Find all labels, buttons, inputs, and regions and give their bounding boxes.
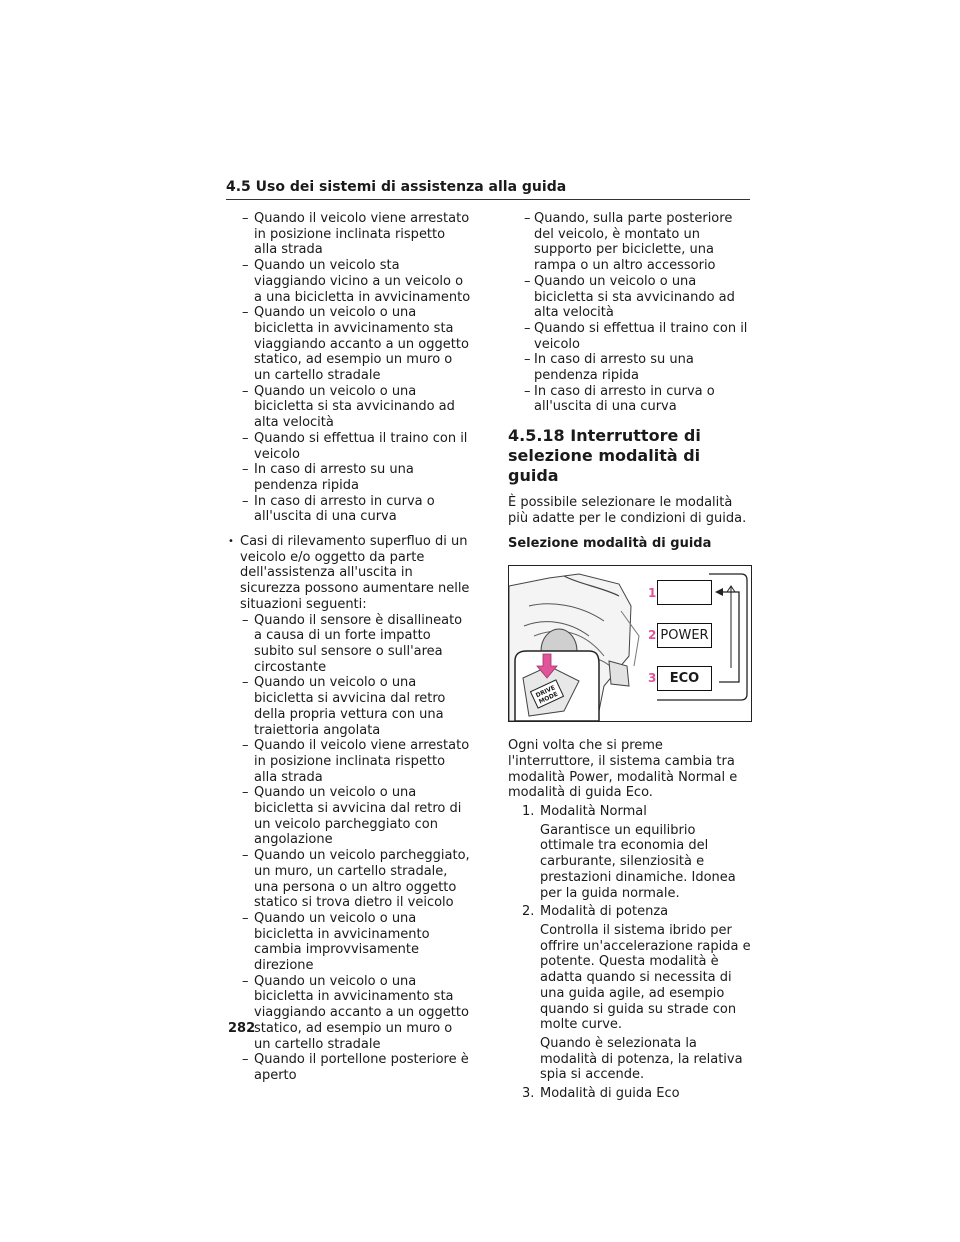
list-item: – In caso di arresto su una pendenza ripida	[228, 462, 472, 493]
page-header	[226, 179, 750, 200]
eco-mode-indicator	[657, 666, 712, 691]
bullet-item: • Casi di rilevamento superfluo di un veicolo e/o oggetto da parte dell'assistenza all'uscita in sicurezza possono aumentare nelle situazioni seguenti:	[228, 534, 472, 613]
mode-description: Controlla il sistema ibrido per offrire un'accelerazione rapida e potente. Questa modalità è adatta quando si necessita di una guida agile, ad esempio quando si guida su strade con molte curve.	[540, 922, 751, 1033]
mode-number: 2.	[522, 904, 535, 920]
page-number: 282	[228, 1021, 256, 1036]
list-item: – Quando si effettua il traino con il veicolo	[508, 321, 752, 352]
list-item: – Quando il veicolo viene arrestato in posizione inclinata rispetto alla strada	[228, 738, 472, 785]
list-item: – In caso di arresto in curva o all'uscita di una curva	[228, 494, 472, 525]
subsection-title: Selezione modalità di guida	[508, 535, 712, 551]
list-item: – In caso di arresto su una pendenza ripida	[508, 352, 752, 383]
list-item: – Quando un veicolo o una bicicletta si avvicina dal retro di un veicolo parcheggiato con angolazione	[228, 785, 472, 848]
left-column	[228, 211, 472, 1084]
list-item: – Quando si effettua il traino con il veicolo	[228, 431, 472, 462]
mode-item-power	[508, 904, 752, 920]
list-item: – Quando il portellone posteriore è aperto	[228, 1052, 472, 1083]
mode-label-3: 3	[648, 671, 657, 686]
cycle-paragraph: Ogni volta che si preme l'interruttore, il sistema cambia tra modalità Power, modalità Normal e modalità di guida Eco.	[508, 738, 738, 801]
mode-title: Modalità Normal	[540, 804, 647, 820]
mode-item-normal	[508, 804, 752, 820]
eco-label: ECO	[669, 670, 700, 686]
drive-mode-figure	[508, 565, 752, 722]
list-item: – Quando un veicolo sta viaggiando vicino a un veicolo o a una bicicletta in avvicinamento	[228, 258, 472, 305]
list-item: – Quando un veicolo o una bicicletta si sta avvicinando ad alta velocità	[228, 384, 472, 431]
mode-number: 3.	[522, 1086, 535, 1102]
normal-mode-indicator	[657, 580, 712, 605]
list-item: – Quando il veicolo viene arrestato in posizione inclinata rispetto alla strada	[228, 211, 472, 258]
power-mode-indicator	[657, 623, 712, 648]
section-title: 4.5.18 Interruttore di selezione modalità di guida	[508, 426, 701, 486]
mode-item-eco	[508, 1086, 752, 1102]
mode-label-2: 2	[648, 628, 657, 643]
list-item: – Quando un veicolo o una bicicletta si avvicina dal retro della propria vettura con una traiettoria angolata	[228, 675, 472, 738]
power-label: POWER	[660, 627, 709, 643]
mode-label-1: 1	[648, 586, 657, 601]
mode-description: Quando è selezionata la modalità di potenza, la relativa spia si accende.	[540, 1035, 743, 1083]
list-item: – Quando un veicolo o una bicicletta in avvicinamento sta viaggiando accanto a un oggetto statico, ad esempio un muro o un cartello stradale	[228, 305, 472, 384]
list-item: – In caso di arresto in curva o all'uscita di una curva	[508, 384, 752, 415]
mode-description: Garantisce un equilibrio ottimale tra economia del carburante, silenziosità e prestazioni dinamiche. Idonea per la guida normale.	[540, 822, 736, 901]
section-heading: 4.5 Uso dei sistemi di assistenza alla guida	[226, 179, 567, 195]
mode-title: Modalità di guida Eco	[540, 1086, 680, 1102]
list-item: – Quando un veicolo o una bicicletta in avvicinamento cambia improvvisamente direzione	[228, 911, 472, 974]
list-item: – Quando, sulla parte posteriore del veicolo, è montato un supporto per biciclette, una rampa o un altro accessorio	[508, 211, 752, 274]
drive-mode-switch-text: DRIVE MODE	[534, 684, 560, 706]
list-item: – Quando un veicolo parcheggiato, un muro, un cartello stradale, una persona o un altro oggetto statico si trova dietro il veicolo	[228, 848, 472, 911]
list-item: – Quando un veicolo o una bicicletta si sta avvicinando ad alta velocità	[508, 274, 752, 321]
right-column	[508, 211, 752, 1102]
mode-title: Modalità di potenza	[540, 904, 669, 920]
list-item: – Quando il sensore è disallineato a causa di un forte impatto subito sul sensore o sull'area circostante	[228, 613, 472, 676]
list-item: – Quando un veicolo o una bicicletta in avvicinamento sta viaggiando accanto a un oggetto statico, ad esempio un muro o un cartello stradale	[228, 974, 472, 1053]
intro-paragraph: È possibile selezionare le modalità più adatte per le condizioni di guida.	[508, 495, 747, 526]
mode-number: 1.	[522, 804, 535, 820]
